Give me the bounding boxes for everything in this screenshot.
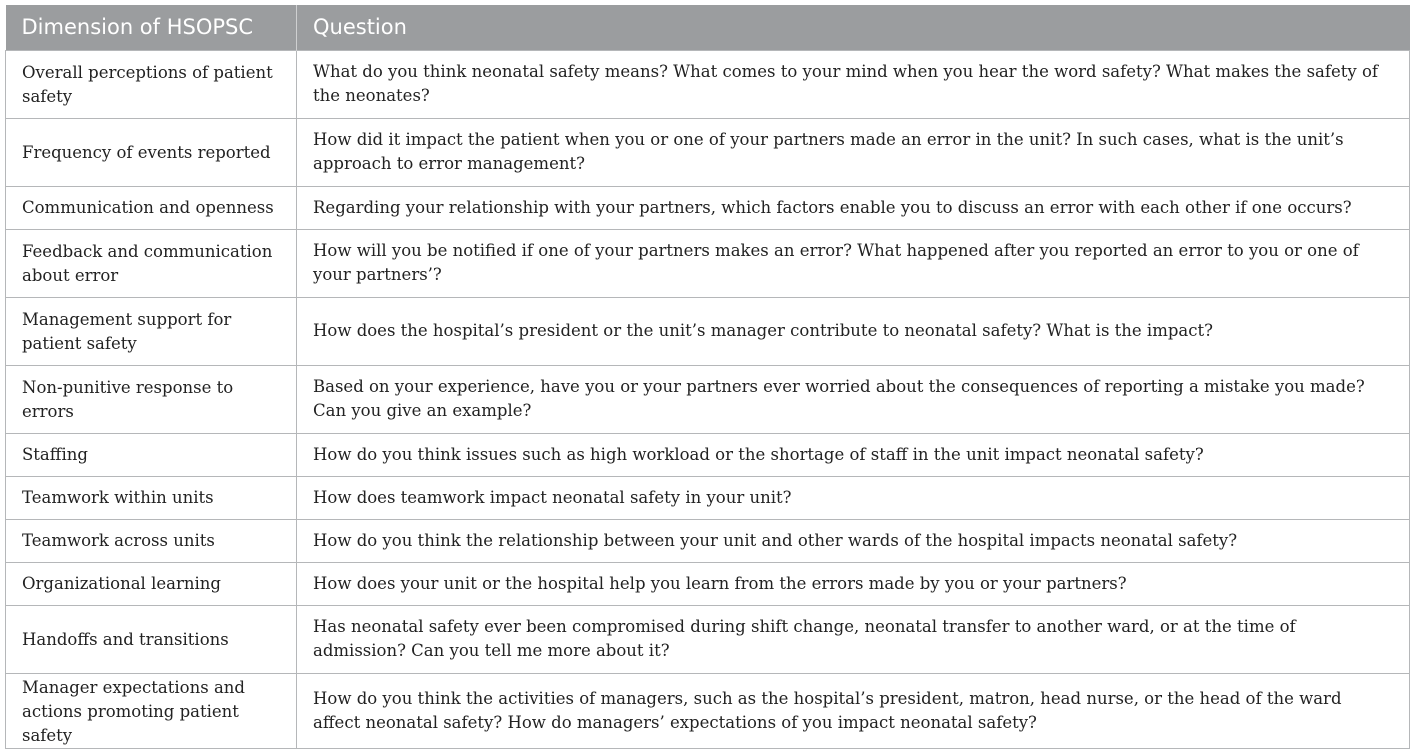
dimension-cell: Feedback and communication about error bbox=[6, 229, 297, 297]
question-cell: How will you be notified if one of your partners makes an error? What happened after you reported an error to you or one of your partners’? bbox=[297, 229, 1410, 297]
dimension-cell: Frequency of events reported bbox=[6, 118, 297, 186]
question-cell: Regarding your relationship with your partners, which factors enable you to discuss an error with each other if one occurs? bbox=[297, 186, 1410, 229]
dimension-cell: Non-punitive response to errors bbox=[6, 365, 297, 433]
table-row bbox=[6, 186, 1410, 229]
question-cell: How do you think issues such as high workload or the shortage of staff in the unit impact neonatal safety? bbox=[297, 433, 1410, 476]
dimension-cell: Handoffs and transitions bbox=[6, 605, 297, 673]
question-cell: Has neonatal safety ever been compromised during shift change, neonatal transfer to another ward, or at the time of admission? Can you tell me more about it? bbox=[297, 605, 1410, 673]
question-cell: How does your unit or the hospital help you learn from the errors made by you or your partners? bbox=[297, 562, 1410, 605]
hsopsc-questions-table bbox=[5, 5, 1410, 749]
table-row bbox=[6, 229, 1410, 297]
table-row bbox=[6, 605, 1410, 673]
column-header-question: Question bbox=[297, 5, 1410, 50]
header-row bbox=[6, 5, 1410, 50]
table-row bbox=[6, 365, 1410, 433]
question-cell: How do you think the activities of managers, such as the hospital’s president, matron, head nurse, or the head of the ward affect neonatal safety? How do managers’ expectations of you impact neonatal safety? bbox=[297, 673, 1410, 748]
table-row bbox=[6, 433, 1410, 476]
dimension-cell: Organizational learning bbox=[6, 562, 297, 605]
question-cell: How did it impact the patient when you or one of your partners made an error in the unit? In such cases, what is the unit’s approach to error management? bbox=[297, 118, 1410, 186]
question-cell: What do you think neonatal safety means? What comes to your mind when you hear the word safety? What makes the safety of the neonates? bbox=[297, 50, 1410, 118]
table-body bbox=[6, 50, 1410, 748]
dimension-cell: Communication and openness bbox=[6, 186, 297, 229]
question-cell: How do you think the relationship between your unit and other wards of the hospital impacts neonatal safety? bbox=[297, 519, 1410, 562]
dimension-cell: Manager expectations and actions promoting patient safety bbox=[6, 673, 297, 748]
dimension-cell: Management support for patient safety bbox=[6, 297, 297, 365]
question-cell: How does the hospital’s president or the unit’s manager contribute to neonatal safety? What is the impact? bbox=[297, 297, 1410, 365]
dimension-cell: Teamwork across units bbox=[6, 519, 297, 562]
column-header-dimension: Dimension of HSOPSC bbox=[6, 5, 297, 50]
table-row bbox=[6, 50, 1410, 118]
dimension-cell: Staffing bbox=[6, 433, 297, 476]
table-row bbox=[6, 562, 1410, 605]
question-cell: Based on your experience, have you or your partners ever worried about the consequences of reporting a mistake you made? Can you give an example? bbox=[297, 365, 1410, 433]
table-row bbox=[6, 673, 1410, 748]
table-header bbox=[6, 5, 1410, 50]
table-row bbox=[6, 519, 1410, 562]
dimension-cell: Overall perceptions of patient safety bbox=[6, 50, 297, 118]
dimension-cell: Teamwork within units bbox=[6, 476, 297, 519]
hsopsc-table-container bbox=[5, 5, 1409, 749]
table-row bbox=[6, 118, 1410, 186]
table-row bbox=[6, 297, 1410, 365]
table-row bbox=[6, 476, 1410, 519]
question-cell: How does teamwork impact neonatal safety in your unit? bbox=[297, 476, 1410, 519]
